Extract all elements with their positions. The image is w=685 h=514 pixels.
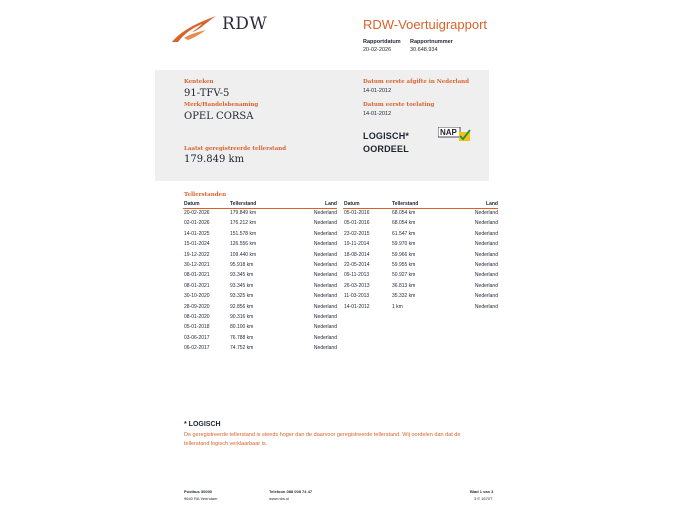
cell-datum: 14-01-2025 bbox=[184, 230, 210, 237]
cell-land: Nederland bbox=[474, 251, 498, 258]
cell-datum: 28-09-2020 bbox=[184, 303, 210, 310]
table-row bbox=[184, 283, 337, 293]
cell-tellerstand: 109.440 km bbox=[230, 251, 257, 258]
cell-tellerstand: 93.325 km bbox=[230, 293, 254, 300]
cell-land: Nederland bbox=[313, 210, 337, 216]
table-row bbox=[344, 252, 498, 262]
tellerstanden-table-right bbox=[344, 201, 498, 314]
cell-tellerstand: 74.752 km bbox=[230, 345, 254, 352]
cell-tellerstand: 59.955 km bbox=[392, 261, 416, 268]
merk-label: Merk/Handelsbenaming bbox=[184, 102, 259, 108]
footer-plaats: 9640 RA Veendam bbox=[184, 496, 218, 501]
cell-datum: 15-01-2024 bbox=[184, 241, 210, 248]
kenteken-value: 91-TFV-5 bbox=[184, 88, 230, 99]
afgifte-label: Datum eerste afgifte in Nederland bbox=[363, 79, 470, 85]
cell-datum: 05-01-2016 bbox=[344, 220, 370, 227]
verdict-oordeel: OORDEEL bbox=[363, 144, 409, 154]
cell-tellerstand: 50.927 km bbox=[392, 272, 416, 279]
cell-datum: 20-02-2026 bbox=[184, 210, 210, 216]
rapportnummer-value: 30.648.934 bbox=[410, 47, 438, 53]
table-row bbox=[184, 252, 337, 262]
cell-land: Nederland bbox=[474, 272, 498, 279]
cell-tellerstand: 35.332 km bbox=[392, 293, 416, 300]
cell-datum: 02-01-2026 bbox=[184, 220, 210, 227]
cell-land: Nederland bbox=[474, 210, 498, 216]
cell-datum: 06-02-2017 bbox=[184, 345, 210, 352]
table-row bbox=[184, 335, 337, 345]
cell-tellerstand: 59.966 km bbox=[392, 251, 416, 258]
cell-tellerstand: 1 km bbox=[392, 303, 403, 310]
cell-land: Nederland bbox=[313, 261, 337, 268]
cell-datum: 14-01-2012 bbox=[344, 303, 370, 310]
cell-tellerstand: 93.345 km bbox=[230, 282, 254, 289]
cell-land: Nederland bbox=[313, 241, 337, 248]
cell-land: Nederland bbox=[313, 230, 337, 237]
merk-value: OPEL CORSA bbox=[184, 111, 254, 122]
table-row bbox=[344, 262, 498, 272]
footer-website[interactable]: www.rdw.nl bbox=[269, 496, 290, 501]
cell-datum: 09-11-2013 bbox=[344, 272, 370, 279]
cell-tellerstand: 90.316 km bbox=[230, 313, 254, 320]
report-title: RDW-Voertuigrapport bbox=[363, 17, 488, 32]
cell-land: Nederland bbox=[313, 345, 337, 352]
rdw-logo-text: RDW bbox=[222, 14, 268, 34]
cell-tellerstand: 151.578 km bbox=[230, 230, 257, 237]
col-land: Land bbox=[325, 201, 337, 207]
footnote-line1: De geregistreerde tellerstand is steeds hoger dan de daarvoor geregistreerde tellerstand. Wij oordelen dan dat de bbox=[184, 432, 461, 438]
footer-postbus: Postbus 30000 bbox=[184, 489, 213, 494]
footnote-line2: tellerstand logisch verklaarbaar is. bbox=[184, 441, 268, 447]
footer-telefoon: Telefoon 088 008 74 47 bbox=[269, 489, 313, 494]
rapportnummer-label: Rapportnummer bbox=[410, 39, 453, 45]
tellerstand-value: 179.849 km bbox=[184, 154, 245, 165]
table-row bbox=[184, 345, 337, 355]
table-row bbox=[344, 272, 498, 282]
cell-tellerstand: 68.054 km bbox=[392, 210, 416, 216]
toelating-value: 14-01-2012 bbox=[363, 111, 392, 117]
cell-tellerstand: 80.100 km bbox=[230, 324, 254, 331]
rapportdatum-value: 20-02-2026 bbox=[363, 47, 392, 53]
nap-badge-text: NAP bbox=[440, 128, 457, 137]
table-row bbox=[184, 293, 337, 303]
cell-land: Nederland bbox=[313, 272, 337, 279]
toelating-label: Datum eerste toelating bbox=[363, 102, 435, 108]
table-row bbox=[344, 293, 498, 303]
cell-land: Nederland bbox=[474, 241, 498, 248]
cell-land: Nederland bbox=[313, 313, 337, 320]
table-row bbox=[184, 220, 337, 230]
cell-datum: 23-02-2015 bbox=[344, 230, 370, 237]
cell-tellerstand: 92.856 km bbox=[230, 303, 254, 310]
col-datum: Datum bbox=[184, 201, 200, 207]
cell-datum: 05-01-2018 bbox=[184, 324, 210, 331]
tellerstanden-table-left bbox=[184, 201, 337, 355]
cell-tellerstand: 176.212 km bbox=[230, 220, 257, 227]
cell-datum: 08-01-2021 bbox=[184, 272, 210, 279]
cell-datum: 26-03-2013 bbox=[344, 282, 370, 289]
cell-tellerstand: 76.788 km bbox=[230, 334, 254, 341]
cell-land: Nederland bbox=[313, 282, 337, 289]
verdict-logisch: LOGISCH* bbox=[363, 131, 410, 141]
cell-datum: 30-10-2020 bbox=[184, 293, 210, 300]
cell-datum: 08-01-2020 bbox=[184, 313, 210, 320]
col-datum: Datum bbox=[344, 201, 360, 207]
col-tellerstand: Tellerstand bbox=[230, 201, 257, 207]
cell-land: Nederland bbox=[313, 251, 337, 258]
table-row bbox=[344, 210, 498, 220]
cell-datum: 03-06-2017 bbox=[184, 334, 210, 341]
footnote-title: * LOGISCH bbox=[184, 421, 221, 428]
rdw-logo-icon bbox=[170, 14, 218, 44]
afgifte-value: 14-01-2012 bbox=[363, 88, 392, 94]
cell-datum: 08-01-2021 bbox=[184, 282, 210, 289]
cell-land: Nederland bbox=[474, 220, 498, 227]
table-row bbox=[184, 324, 337, 334]
cell-land: Nederland bbox=[474, 282, 498, 289]
table-row bbox=[184, 210, 337, 220]
cell-tellerstand: 61.547 km bbox=[392, 230, 416, 237]
cell-land: Nederland bbox=[474, 230, 498, 237]
cell-land: Nederland bbox=[313, 303, 337, 310]
cell-datum: 11-03-2013 bbox=[344, 293, 370, 300]
tellerstand-label: Laatst geregistreerde tellerstand bbox=[184, 146, 287, 152]
cell-land: Nederland bbox=[474, 303, 498, 310]
cell-land: Nederland bbox=[313, 324, 337, 331]
cell-datum: 19-11-2014 bbox=[344, 241, 370, 248]
cell-tellerstand: 36.813 km bbox=[392, 282, 416, 289]
table-row bbox=[344, 283, 498, 293]
col-land: Land bbox=[486, 201, 498, 207]
table-row bbox=[344, 220, 498, 230]
tellerstanden-title: Tellerstanden bbox=[184, 192, 227, 198]
cell-datum: 22-05-2014 bbox=[344, 261, 370, 268]
table-row bbox=[184, 314, 337, 324]
kenteken-label: Kenteken bbox=[184, 79, 214, 85]
cell-tellerstand: 95.918 km bbox=[230, 261, 254, 268]
cell-land: Nederland bbox=[313, 334, 337, 341]
footer-code: 3 E 1670T bbox=[474, 496, 493, 501]
cell-tellerstand: 179.849 km bbox=[230, 210, 257, 216]
table-row bbox=[184, 231, 337, 241]
cell-datum: 18-08-2014 bbox=[344, 251, 370, 258]
table-row bbox=[344, 231, 498, 241]
cell-datum: 19-12-2022 bbox=[184, 251, 210, 258]
cell-land: Nederland bbox=[474, 293, 498, 300]
table-row bbox=[344, 241, 498, 251]
cell-tellerstand: 126.556 km bbox=[230, 241, 257, 248]
cell-land: Nederland bbox=[313, 220, 337, 227]
col-tellerstand: Tellerstand bbox=[392, 201, 419, 207]
rapportdatum-label: Rapportdatum bbox=[363, 39, 401, 45]
table-row bbox=[184, 241, 337, 251]
cell-tellerstand: 93.345 km bbox=[230, 272, 254, 279]
table-row bbox=[184, 272, 337, 282]
footer-blad: Blad 1 van 3 bbox=[470, 489, 494, 494]
cell-datum: 05-01-2016 bbox=[344, 210, 370, 216]
cell-datum: 30-12-2021 bbox=[184, 261, 210, 268]
cell-land: Nederland bbox=[313, 293, 337, 300]
table-row bbox=[184, 304, 337, 314]
nap-badge-icon bbox=[438, 127, 471, 141]
cell-tellerstand: 68.054 km bbox=[392, 220, 416, 227]
table-row bbox=[184, 262, 337, 272]
table-row bbox=[344, 304, 498, 314]
cell-tellerstand: 59.970 km bbox=[392, 241, 416, 248]
cell-land: Nederland bbox=[474, 261, 498, 268]
